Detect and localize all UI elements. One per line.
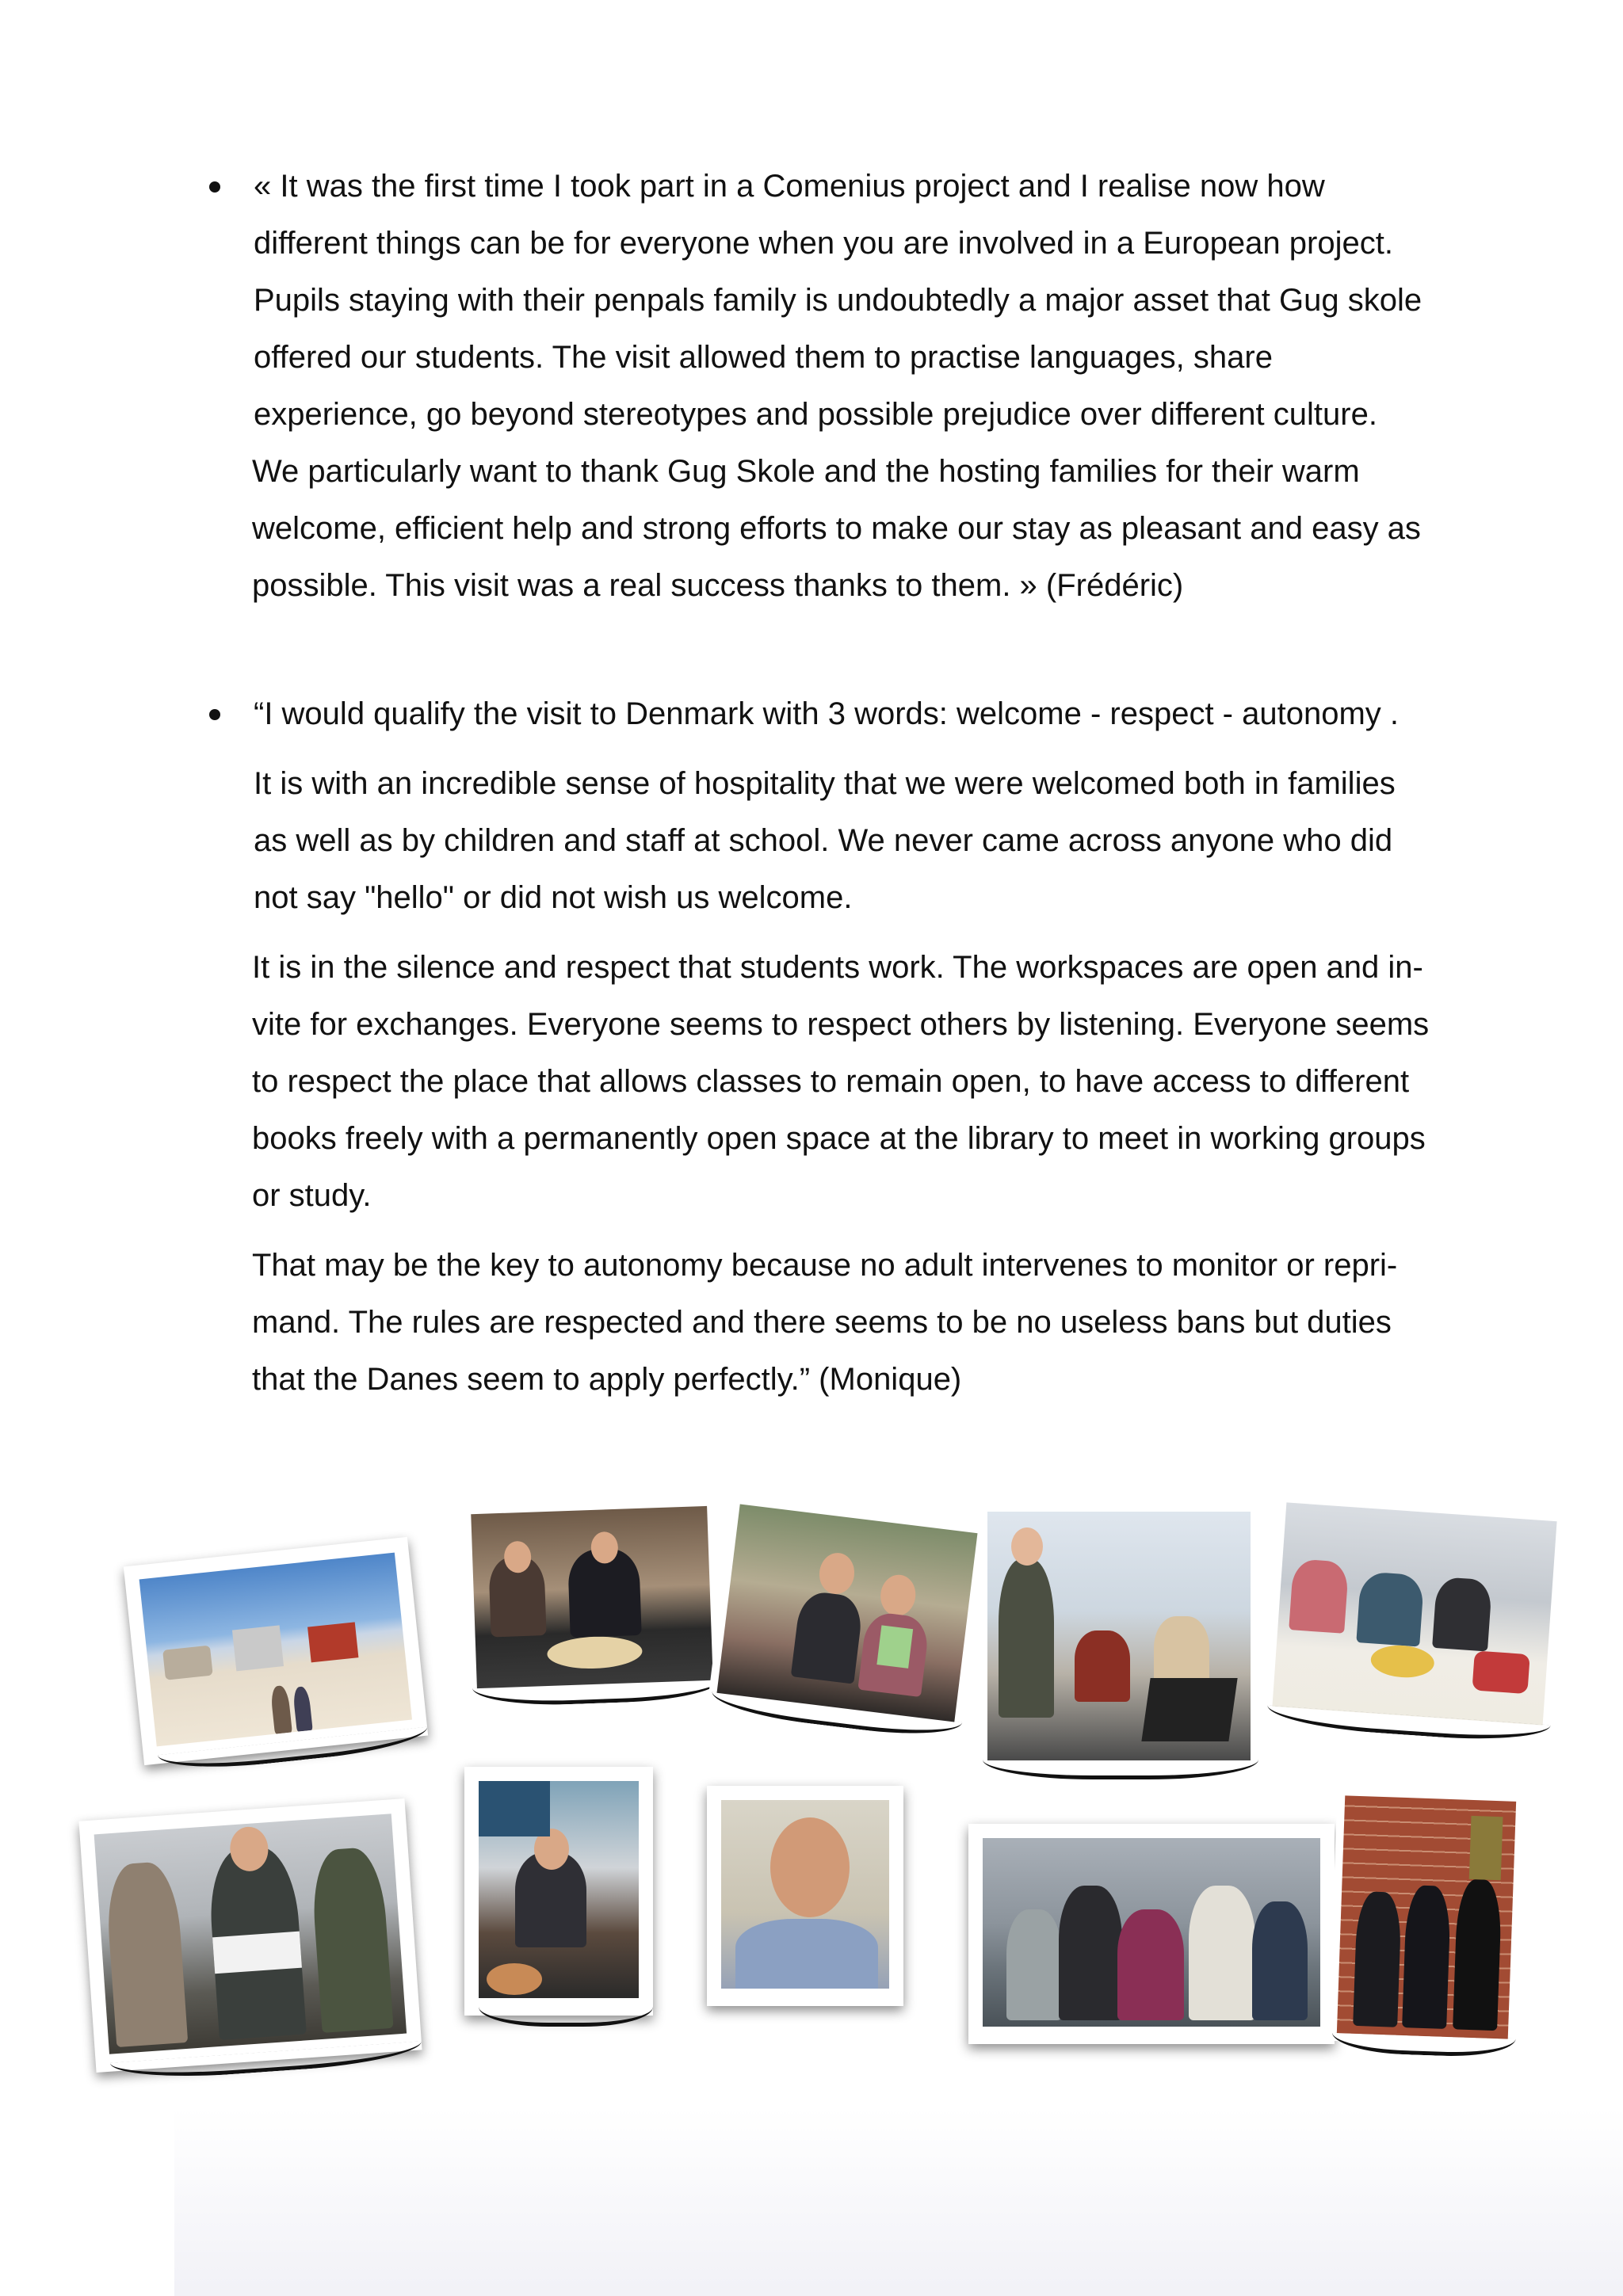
text-line: different things can be for everyone when you are involved in a European project. <box>254 226 1393 261</box>
photo-women-smiling <box>708 1495 986 1730</box>
text-line: to respect the place that allows classes to remain open, to have access to different <box>252 1064 1410 1099</box>
text-line: or study. <box>252 1178 372 1213</box>
photo-beach-boats <box>124 1537 428 1765</box>
photo-man-portrait <box>707 1786 903 2006</box>
text-line: That may be the key to autonomy because no adult intervenes to monitor or repri- <box>252 1248 1398 1283</box>
photo-group-by-water <box>968 1824 1335 2044</box>
text-line: « It was the first time I took part in a Comenius project and I realise now how <box>254 169 1325 204</box>
text-line: It is with an incredible sense of hospitality that we were welcomed both in families <box>254 766 1396 801</box>
photo-woman-lunch <box>464 1767 653 2016</box>
text-line: vite for exchanges. Everyone seems to respect others by listening. Everyone seems <box>252 1007 1430 1042</box>
text-line: not say "hello" or did not wish us welcome. <box>254 880 853 915</box>
bullet-dot <box>209 709 220 720</box>
text-line: welcome, efficient help and strong efforts to make our stay as pleasant and easy as <box>252 511 1421 546</box>
text-line: as well as by children and staff at school. We never came across anyone who did <box>254 823 1393 858</box>
text-line: mand. The rules are respected and there seems to be no useless bans but duties <box>252 1305 1392 1340</box>
text-line: “I would qualify the visit to Denmark with 3 words: welcome - respect - autonomy . <box>254 696 1399 731</box>
photo-classroom-reading <box>980 1504 1258 1768</box>
text-line: possible. This visit was a real success thanks to them. » (Frédéric) <box>252 568 1184 603</box>
photo-brick-wall-group <box>1328 1787 1524 2047</box>
page-shadow <box>174 2107 1623 2296</box>
bullet-dot <box>209 181 220 193</box>
text-line: that the Danes seem to apply perfectly.” (Monique) <box>252 1362 962 1397</box>
text-line: Pupils staying with their penpals family is undoubtedly a major asset that Gug skole <box>254 283 1423 318</box>
text-line: books freely with a permanently open space at the library to meet in working groups <box>252 1121 1426 1156</box>
text-line: It is in the silence and respect that students work. The workspaces are open and in- <box>252 950 1423 985</box>
text-line: We particularly want to thank Gug Skole and the hosting families for their warm <box>252 454 1360 489</box>
photo-cafeteria-two-women <box>463 1498 721 1697</box>
photo-meeting-table <box>1264 1494 1566 1734</box>
photo-shore-fishing <box>78 1798 422 2073</box>
text-line: offered our students. The visit allowed them to practise languages, share <box>254 340 1273 375</box>
text-line: experience, go beyond stereotypes and possible prejudice over different culture. <box>254 397 1377 432</box>
